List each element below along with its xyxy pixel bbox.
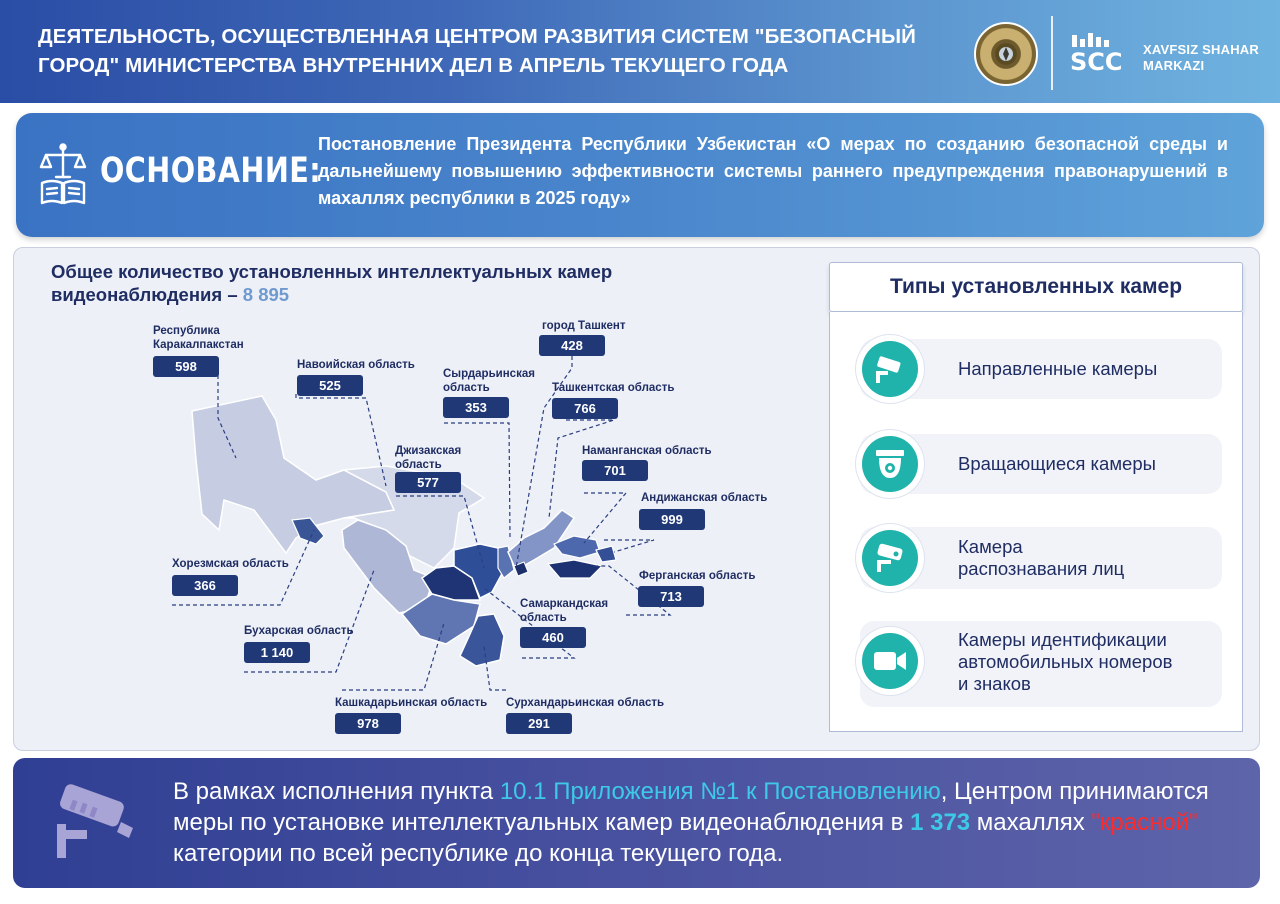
face-recognition-camera-icon — [856, 524, 924, 592]
header-divider — [1051, 16, 1053, 90]
footer-category: "красной" — [1091, 809, 1198, 836]
region-label-fergana: Ферганская область — [639, 570, 756, 582]
video-camera-icon — [856, 627, 924, 695]
region-label-kashkadarya: Кашкадарьинская область — [335, 697, 488, 709]
camera-types-title: Типы установленных камер — [829, 262, 1243, 312]
region-value-fergana: 713 — [638, 586, 704, 607]
region-label-bukhara: Бухарская область — [244, 625, 354, 637]
map-region-fergana — [548, 560, 602, 578]
camera-type-dome — [860, 434, 1222, 494]
region-label-tashkent-city: город Ташкент — [542, 320, 626, 332]
camera-type-label: Камера распознавания лиц — [958, 536, 1125, 579]
region-value-karakalpakstan: 598 — [153, 356, 219, 377]
region-value-khorezm: 366 — [172, 575, 238, 596]
region-label-khorezm: Хорезмская область — [172, 558, 289, 570]
header-banner — [0, 0, 1280, 103]
region-value-tashkent-region: 766 — [552, 398, 618, 419]
region-label-namangan: Наманганская область — [582, 445, 712, 457]
footer-reference: 10.1 Приложения №1 к Постановлению — [499, 778, 941, 805]
region-label-surkhandarya: Сурхандарьинская область — [506, 697, 665, 709]
footer-text: В рамках исполнения пункта 10.1 Приложения №1 к Постановлению, Центром принимаются меры по установке интеллектуальных камер видеонаблюдения в 1 373 махаллях "красной" категории по всей республике до конца текущего года. — [173, 778, 1209, 867]
basis-label: ОСНОВАНИЕ: — [100, 151, 322, 191]
region-label-karakalpakstan: Республика Каракалпакстан — [153, 325, 244, 351]
footer-banner — [13, 758, 1260, 888]
page-title: ДЕЯТЕЛЬНОСТЬ, ОСУЩЕСТВЛЕННАЯ ЦЕНТРОМ РАЗВИТИЯ СИСТЕМ "БЕЗОПАСНЫЙ ГОРОД" МИНИСТЕРСТВА ВНУТРЕННИХ ДЕЛ В АПРЕЛЬ ТЕКУЩЕГО ГОДА — [38, 25, 916, 77]
scc-logo-text: SCC — [1070, 48, 1123, 73]
region-label-navoi: Навоийская область — [297, 359, 415, 371]
scc-logo-icon — [1070, 33, 1140, 73]
region-value-navoi: 525 — [297, 375, 363, 396]
region-value-andijan: 999 — [639, 509, 705, 530]
dome-camera-icon — [856, 430, 924, 498]
region-value-surkhandarya: 291 — [506, 713, 572, 734]
camera-type-plate-recognition — [860, 621, 1222, 707]
camera-type-label: Направленные камеры — [958, 358, 1158, 379]
main-panel — [13, 247, 1260, 751]
region-value-jizzakh: 577 — [395, 472, 461, 493]
logo-caption-line1: XAVFSIZ SHAHAR — [1143, 42, 1259, 57]
leader-namangan — [584, 493, 626, 543]
region-value-tashkent-city: 428 — [539, 335, 605, 356]
region-value-bukhara: 1 140 — [244, 642, 310, 663]
region-label-andijan: Андижанская область — [641, 492, 768, 504]
basis-banner — [16, 113, 1264, 237]
region-label-syrdarya: Сырдарьинская область — [443, 368, 535, 394]
directional-camera-icon — [856, 335, 924, 403]
region-value-samarkand: 460 — [520, 627, 586, 648]
map-title-text: Общее количество установленных интеллектуальных камер видеонаблюдения – — [51, 261, 613, 305]
region-label-tashkent-region: Ташкентская область — [552, 382, 675, 394]
basis-text: Постановление Президента Республики Узбекистан «О мерах по созданию безопасной среды и дальнейшему повышению эффективности системы раннего предупреждения правонарушений в махаллях республики в 2025 году» — [318, 134, 1228, 208]
camera-type-directional — [860, 339, 1222, 399]
camera-type-label: Вращающиеся камеры — [958, 453, 1156, 474]
region-value-syrdarya: 353 — [443, 397, 509, 418]
cctv-camera-icon — [51, 778, 141, 864]
region-label-jizzakh: Джизакская область — [395, 445, 462, 471]
footer-count: 1 373 — [910, 809, 971, 836]
camera-type-face-recognition — [860, 527, 1222, 589]
logo-caption-line2: MARKAZI — [1143, 58, 1205, 73]
scales-book-icon — [38, 143, 88, 205]
region-value-namangan: 701 — [582, 460, 648, 481]
map-region-namangan — [554, 536, 600, 558]
camera-type-label: Камеры идентификации автомобильных номеров и знаков — [958, 629, 1173, 694]
region-label-samarkand: Самаркандская область — [520, 598, 609, 624]
map-total-value: 8 895 — [242, 284, 290, 305]
camera-types-card — [829, 312, 1243, 732]
region-value-kashkadarya: 978 — [335, 713, 401, 734]
ministry-emblem-icon — [974, 22, 1038, 86]
logo-caption — [1143, 42, 1259, 74]
